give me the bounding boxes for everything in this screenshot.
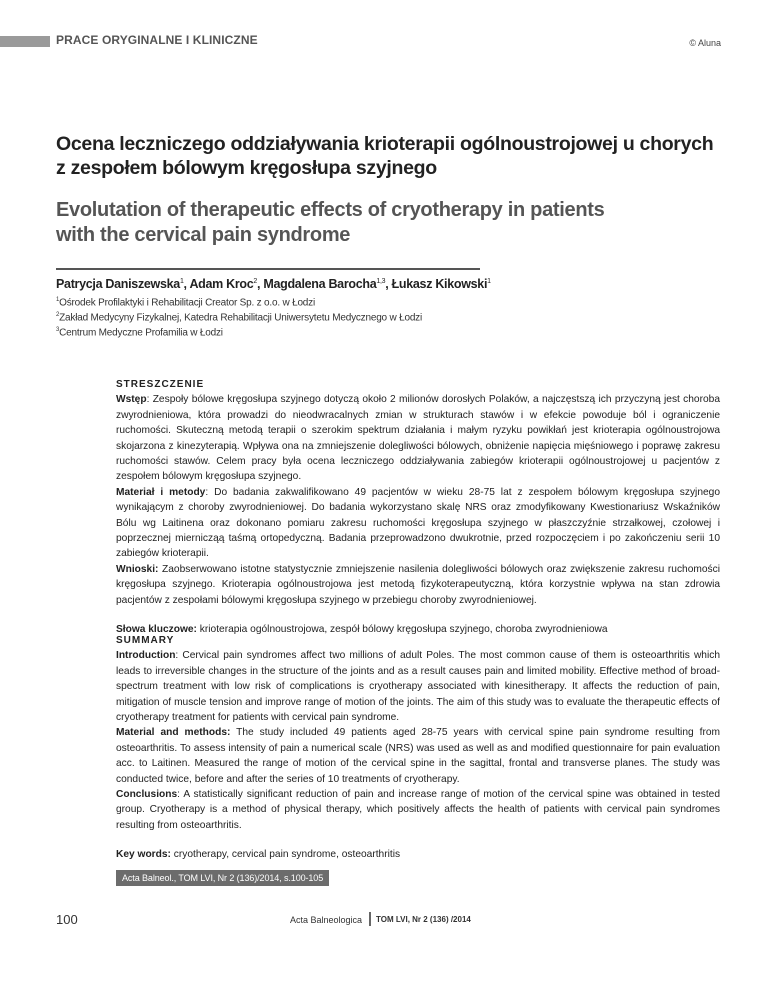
author-separator: , — [385, 277, 392, 291]
abstract-paragraph: Conclusions: A statistically significant reduction of pain and increase range of motion of the cervical spine was obtained in tested group. Cryotherapy is a method of physical therapy, which positively affects the health of patients with cervical pain syndromes resulting from osteoarthritis. — [116, 789, 720, 831]
affiliation: $^1$Ośrodek Profilaktyki i Rehabilitacji Creator Sp. z o.o. w Łodzi — [56, 297, 315, 309]
author-separator: , — [183, 277, 190, 291]
author-affiliation-ref: 2 — [253, 277, 258, 285]
affiliation: $^2$Zakład Medycyny Fizykalnej, Katedra Rehabilitacji Uniwersytetu Medycznego w Łodzi — [56, 312, 422, 324]
footer-issue: TOM LVI, Nr 2 (136) /2014 — [376, 915, 471, 924]
title-polish-line1: Ocena leczniczego oddziaływania krioterapii ogólnoustrojowej u chorych — [56, 133, 714, 155]
abstract-paragraph: Wnioski: Zaobserwowano istotne statystycznie zmniejszenie nasilenia dolegliwości bólowych oraz zwiększenie zakresu ruchomości kręgosłupa szyjnego. Krioterapia ogólnoustrojowa jest metodą fizykoterapeutyczną, która korzystnie wpływa na stan zdrowia pacjentów z zespołami bólowymi kręgosłupa szyjnego w przebiegu choroby zwyrodnieniowej. — [116, 563, 720, 606]
page-number: 100 — [56, 912, 78, 927]
abstract-paragraph: Introduction: Cervical pain syndromes affect two millions of adult Poles. The most common cause of them is osteoarthritis which leads to irreversible changes in the structure of the joints and as a result causes pain and limited mobility. Effective method of broad-spectrum treatment with low risk of complications is cryotherapy associated with kinesitherapy. It affects the reduction of pain, mitigation of muscle tension and improve range of motion of the joints. The aim of this study was to evaluate the therapeutic effects of cryotherapy treatment for patients with cervical pain syndrome. — [116, 650, 720, 724]
author-affiliation-ref: 1 — [179, 277, 184, 285]
abstract-paragraph: Wstęp: Zespoły bólowe kręgosłupa szyjnego dotyczą około 2 milionów dorosłych Polaków, a najczęstszą ich przyczyną jest choroba zwyrodnieniowa, która prowadzi do nieodwracalnych zmian w strukturach stawów i w efekcie powoduje ból i ograniczenie ruchomości. Skuteczną metodą terapii o szerokim spektrum działania i małym ryzyku powikłań jest krioterapia ogólnoustrojowa skojarzona z kinezyterapią. Wpływa ona na zmniejszenie dolegliwości bólowych, obniżenie napięcia mięśniowego i poprawę zakresu ruchomości stawów. Celem pracy była ocena leczniczego oddziaływania zabiegów krioterapii ogólnoustrojowej u pacjentów z zespołem bólowym kręgosłupa szyjnego. — [116, 394, 720, 483]
abstract-english — [116, 633, 720, 863]
author: Patrycja Daniszewska — [56, 277, 180, 291]
footer-separator — [369, 912, 371, 926]
copyright: © Aluna — [689, 38, 721, 48]
abstract-polish — [116, 377, 720, 638]
title-english — [56, 198, 616, 248]
header-bar — [0, 36, 50, 47]
title-polish — [56, 132, 736, 180]
author-separator: , — [257, 277, 264, 291]
title-english-line2: with the cervical pain syndrome — [56, 224, 351, 246]
author: Magdalena Barocha — [263, 277, 377, 291]
abstract-paragraph: Materiał i metody: Do badania zakwalifikowano 49 pacjentów w wieku 28-75 lat z zespołem bólowym kręgosłupa szyjnego wynikającym z choroby zwyrodnieniowej. Do badania wykorzystano skalę NRS oraz zmodyfikowany Kwestionariusz Wskaźników Bólu wg Laitinena oraz dokonano pomiaru zakresu ruchomości kręgosłupa szyjnego w płaszczyźnie strzałkowej, czołowej i poprzecznej miernicząą taśmą ortopedyczną. Badania przeprowadzono dwukrotnie, przed rozpoczęciem i po zakończeniu serii 10 zabiegów krioterapii. — [116, 486, 720, 560]
title-english-line1: Evolutation of therapeutic effects of cryotherapy in patients — [56, 199, 605, 221]
title-divider — [56, 268, 480, 270]
citation-box: Acta Balneol., TOM LVI, Nr 2 (136)/2014, s.100-105 — [116, 870, 329, 886]
author-affiliation-ref: 1 — [487, 277, 491, 285]
streszczenie-heading: STRESZCZENIE — [116, 379, 205, 390]
title-polish-line2: z zespołem bólowym kręgosłupa szyjnego — [56, 157, 437, 179]
section-label: PRACE ORYGINALNE I KLINICZNE — [56, 33, 258, 47]
author-affiliation-ref: 1,3 — [376, 277, 386, 285]
author: Adam Kroc — [189, 277, 254, 291]
abstract-paragraph: Material and methods: The study included 49 patients aged 28-75 years with cervical spine pain syndrome resulting from osteoarthritis. To assess intensity of pain a numerical scale (NRS) was used as well as and modified questionnaire for pain evaluation acc. to Laitinen. Measured the range of motion of the cervical spine in the sagittal, frontal and transverse planes. The study was conducted twice, before and after the series of 10 treatments of cryotherapy. — [116, 727, 720, 785]
footer-journal: Acta Balneologica — [290, 915, 363, 925]
keywords-polish: Słowa kluczowe: krioterapia ogólnoustrojowa, zespół bólowy kręgosłupa szyjnego, choroba zwyrodnieniowa — [116, 624, 608, 636]
keywords-english: Key words: cryotherapy, cervical pain syndrome, osteoarthritis — [116, 849, 401, 861]
affiliation: $^3$Centrum Medyczne Profamilia w Łodzi — [56, 327, 223, 339]
summary-heading: SUMMARY — [116, 635, 175, 646]
author-list — [56, 277, 491, 291]
author: Łukasz Kikowski — [391, 277, 488, 291]
